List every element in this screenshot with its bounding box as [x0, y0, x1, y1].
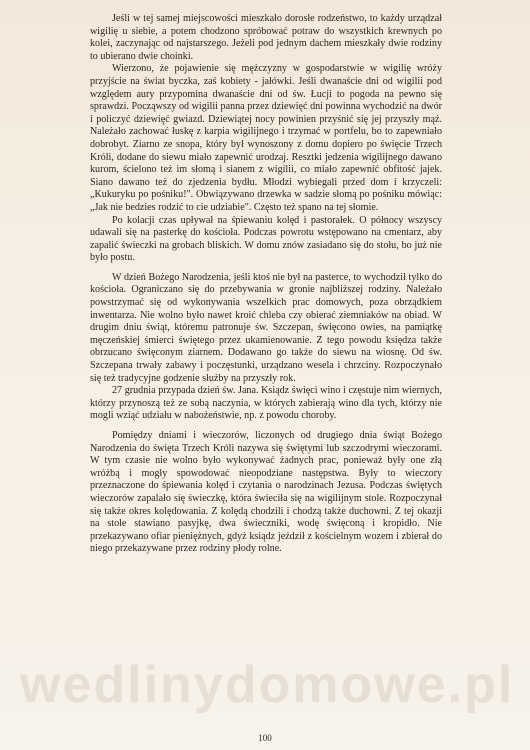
paragraph-4: W dzień Bożego Narodzenia, jeśli ktoś nie był na pasterce, to wychodził tylko do kościoła. Ograniczano się do przebywania w gronie najbliższej rodziny. Należało powstrzymać się od wykonywania wszelkich prac domowych, poza obrządkiem inwentarza. Nie wolno było nawet kroić chleba czy obierać ziemniaków na obiad. W drugim dniu świąt, któremu patronuje św. Szczepan, święcono owies, na pamiątkę męczeńskiej śmierci świętego przez ukamienowanie. Z tego powodu księdza także obrzucano święconym ziarnem. Dodawano go także do siewu na wiosnę. Od św. Szczepana trwały zabawy i poczęstunki, urządzano wesela i chrzciny. Rozpoczynało się też tradycyjne godzenie służby na przyszły rok. — [90, 271, 442, 384]
paragraph-2: Wierzono, że pojawienie się mężczyzny w gospodarstwie w wigilię wróży przyjście na świat byczka, zaś kobiety - jałówki. Jeśli dwanaście dni od wigilii pod względem aury przypomina dwanaście dni od św. Łucji to pogoda na pewno się sprawdzi. Począwszy od wigilii panna przez dziewięć dni powinna wychodzić na dwór i policzyć dziewięć gwiazd. Dziewiątej nocy powinien przyśnić się jej przyszły mąż. Należało zachować łuskę z karpia wigilijnego i trzymać w portfelu, bo to zapewniało dobrobyt. Ziarno ze snopa, który był wynoszony z domu dopiero po święcie Trzech Króli, dodane do siewu miało zapewnić urodzaj. Resztki jedzenia wigilijnego dawano kurom, ścielono też im słomą i sianem z wigilii, co miało zapewnić obfitość jajek. Siano dawano też do zjedzenia bydłu. Młodzi wybiegali przed dom i krzyczeli: „Kukuryku po pośniku!". Obwiązywano drzewka w sadzie słomą po pośniku mówiąc: „Jak nie bedzies rodzić to cie udziabie". Często też spano na tej słomie. — [90, 63, 442, 213]
paragraph-6: Pomiędzy dniami i wieczorów, liczonych od drugiego dnia świąt Bożego Narodzenia do święta Trzech Króli nazywa się świętymi lub szczodrymi wieczorami. W tym czasie nie wolno było wykonywać żadnych prac, ponieważ były one złą wróżbą i mogły spowodować nieopodziane następstwa. Były to wieczory przeznaczone do śpiewania kolęd i czytania o narodzinach Jezusa. Podczas świętych wieczorów zapalało się świeczkę, która świeciła się na wigilijnym stole. Rozpoczynał się także okres kolędowania. Z kolędą chodzili i chodzą także duchowni. Z tej okazji na stole stawiano pasyjkę, dwa świeczniki, wodę święconą i kropidło. Nie przekazywano ofiar pieniężnych, gdyż ksiądz jeździł z kościelnym wozem i zbierał do niego przekazywane przez rodziny płody rolne. — [90, 430, 442, 555]
body-text — [90, 13, 442, 556]
paragraph-5: 27 grudnia przypada dzień św. Jana. Ksiądz święci wino i częstuje nim wiernych, którzy przynoszą też ze sobą naczynia, w których zabierają wino dla tych, którzy nie mogli wziąć udziału w nabożeństwie, np. z powodu choroby. — [90, 385, 442, 422]
paragraph-1: Jeśli w tej samej miejscowości mieszkało dorosłe rodzeństwo, to każdy urządzał wigilię u siebie, a potem chodzono spróbować potraw do wszystkich krewnych po kolei, zaczynając od najstarszego. Jeżeli pod jednym dachem mieszkały dwie rodziny to ubierano dwie choinki. — [90, 13, 442, 62]
paragraph-3: Po kolacji czas upływał na śpiewaniu kolęd i pastorałek. O północy wszyscy udawali się na pasterkę do kościoła. Podczas powrotu wstępowano na cmentarz, aby zapalić świeczki na grobach bliskich. W domu znów zasiadano się do stołu, bo już nie było postu. — [90, 214, 442, 264]
watermark: wedlinydomowe.pl — [20, 656, 515, 714]
page-number: 100 — [258, 733, 272, 743]
